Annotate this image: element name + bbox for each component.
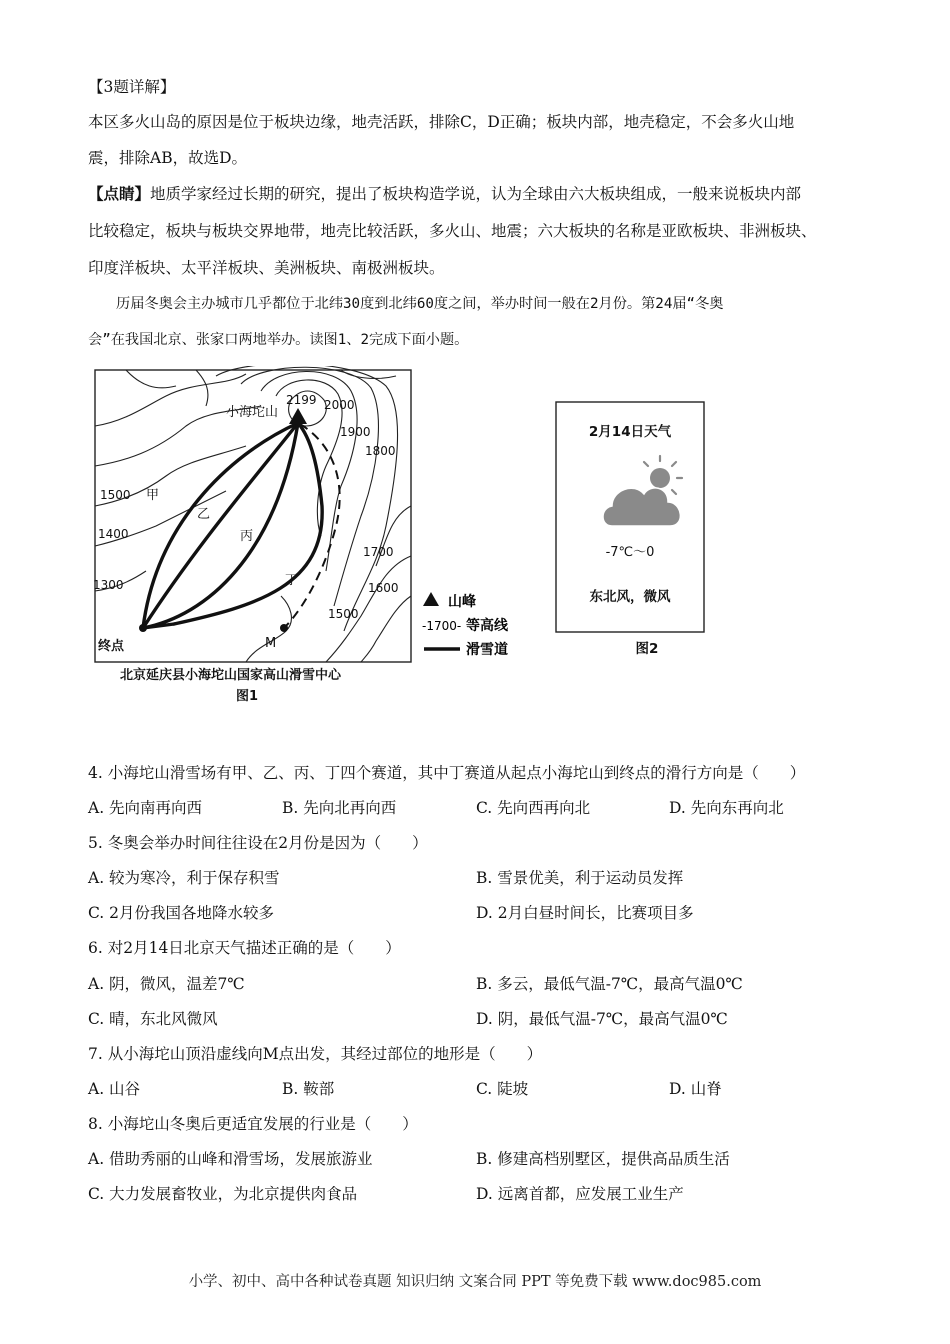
option: B. 修建高档别墅区，提供高品质生活	[476, 1150, 730, 1168]
legend-contour-sample: -1700-	[422, 619, 462, 633]
detail-line: 震，排除AB，故选D。	[88, 149, 248, 167]
legend-trail: 滑雪道	[466, 642, 508, 658]
option: B. 多云，最低气温-7℃，最高气温0℃	[476, 975, 743, 993]
option: C. 陡坡	[476, 1080, 529, 1098]
figure1-number: 图1	[236, 689, 259, 704]
question-stem: 5. 冬奥会举办时间往往设在2月份是因为（ ）	[88, 834, 428, 852]
trail-label: 丁	[285, 573, 299, 588]
peak-name: 小海坨山	[226, 405, 279, 420]
tip-line: 印度洋板块、太平洋板块、美洲板块、南极洲板块。	[88, 259, 445, 277]
weather-temp: -7℃～0	[605, 545, 655, 560]
contour-label: 1900	[340, 425, 371, 439]
contour-label: 1800	[365, 444, 396, 458]
option: C. 先向西再向北	[476, 799, 591, 817]
detail-heading: 【3题详解】	[88, 78, 176, 96]
option: B. 先向北再向西	[282, 799, 397, 817]
option: D. 2月白昼时间长，比赛项目多	[476, 904, 694, 922]
intro-line: 会”在我国北京、张家口两地举办。读图1、2完成下面小题。	[88, 332, 469, 348]
figure2-number: 图2	[635, 641, 659, 657]
contour-label: 2000	[324, 398, 355, 412]
end-point	[139, 624, 147, 632]
question-stem: 4. 小海坨山滑雪场有甲、乙、丙、丁四个赛道，其中丁赛道从起点小海坨山到终点的滑行方向是（ ）	[88, 764, 806, 782]
intro-line: 历届冬奥会主办城市几乎都位于北纬30度到北纬60度之间，举办时间一般在2月份。第24届“冬奥	[116, 296, 724, 312]
tip-label: 【点睛】	[88, 184, 151, 203]
tip-line: 比较稳定，板块与板块交界地带，地壳比较活跃，多火山、地震；六大板块的名称是亚欧板块、非洲板块、	[88, 222, 817, 240]
option: A. 借助秀丽的山峰和滑雪场，发展旅游业	[88, 1150, 373, 1168]
figure1-topo-map	[86, 366, 536, 711]
weather-title: 2月14日天气	[588, 424, 672, 440]
option: C. 大力发展畜牧业，为北京提供肉食品	[88, 1185, 358, 1203]
peak-triangle-icon	[289, 408, 307, 424]
option: D. 山脊	[669, 1080, 722, 1098]
option: D. 阴，最低气温-7℃，最高气温0℃	[476, 1010, 728, 1028]
contour-label: 1400	[98, 527, 129, 541]
question-stem: 6. 对2月14日北京天气描述正确的是（ ）	[88, 939, 401, 957]
trail-label: 乙	[197, 507, 211, 522]
contour-label: 1500	[328, 607, 359, 621]
option: D. 远离首都，应发展工业生产	[476, 1185, 684, 1203]
contour-label: 1300	[93, 578, 124, 592]
detail-line: 本区多火山岛的原因是位于板块边缘，地壳活跃，排除C，D正确；板块内部，地壳稳定，不会多火山地	[88, 113, 795, 131]
question-stem: 7. 从小海坨山顶沿虚线向M点出发，其经过部位的地形是（ ）	[88, 1045, 543, 1063]
m-point	[280, 624, 288, 632]
option: A. 阴，微风，温差7℃	[88, 975, 245, 993]
trail-label: 甲	[146, 488, 160, 503]
legend-peak-icon	[423, 592, 439, 606]
end-label: 终点	[98, 639, 125, 654]
tip-line: 【点睛】地质学家经过长期的研究，提出了板块构造学说，认为全球由六大板块组成，一般来说板块内部	[88, 184, 802, 203]
contour-label: 1500	[100, 488, 131, 502]
peak-height: 2199	[286, 393, 317, 407]
m-label: M	[265, 636, 277, 651]
question-stem: 8. 小海坨山冬奥后更适宜发展的行业是（ ）	[88, 1115, 418, 1133]
partly-cloudy-icon	[603, 456, 682, 526]
option: C. 2月份我国各地降水较多	[88, 904, 275, 922]
figure2-weather-card	[550, 398, 710, 663]
option: B. 鞍部	[282, 1080, 335, 1098]
legend-peak: 山峰	[448, 594, 476, 610]
contour-label: 1700	[363, 545, 394, 559]
contour-label: 1600	[368, 581, 399, 595]
weather-wind: 东北风，微风	[589, 589, 671, 605]
option: D. 先向东再向北	[669, 799, 784, 817]
option: B. 雪景优美，利于运动员发挥	[476, 869, 684, 887]
option: A. 先向南再向西	[88, 799, 203, 817]
page-footer: 小学、初中、高中各种试卷真题 知识归纳 文案合同 PPT 等免费下载 www.doc985.com	[188, 1274, 762, 1290]
trail-label: 丙	[240, 529, 254, 544]
legend-contour: 等高线	[466, 618, 508, 634]
option: A. 山谷	[88, 1080, 141, 1098]
figure1-caption: 北京延庆县小海坨山国家高山滑雪中心	[120, 668, 342, 683]
option: A. 较为寒冷，利于保存积雪	[88, 869, 280, 887]
option: C. 晴，东北风微风	[88, 1010, 218, 1028]
